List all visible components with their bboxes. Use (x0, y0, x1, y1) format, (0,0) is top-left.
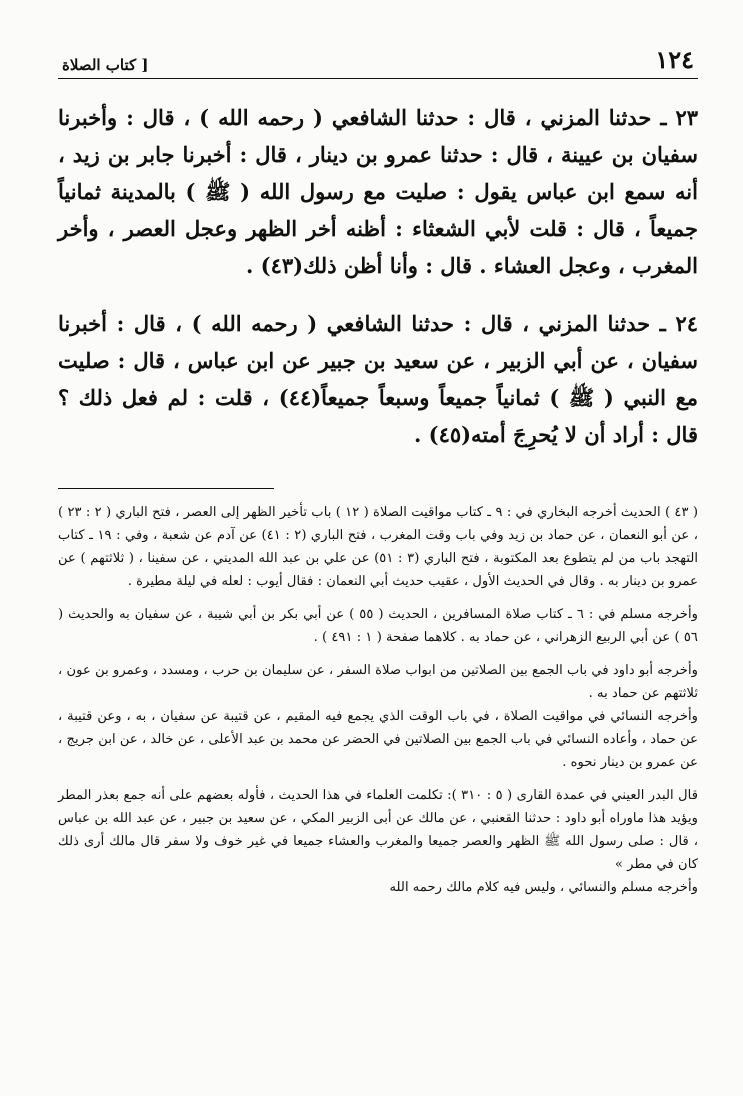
footnote-paragraph: قال البدر العيني في عمدة القارى ( ٥ : ٣١٠ ): تكلمت العلماء في هذا الحديث ، فأوله بعضهم على أنه جمع بعذر المطر ويؤيد هذا ماوراه أبو داود : حدثنا القعنبي ، عن مالك عن أبى الزبير المكي ، عن سعيد بن جبير ، عن عبد الله بن عباس ، قال : صلى رسول الله ﷺ الظهر والعصر جميعا والمغرب والعشاء جميعا في غير خوف ولا سفر قال مالك أرى ذلك كان في مطر » (58, 788, 698, 872)
running-head: [ كتاب الصلاة (62, 56, 149, 74)
page-header (58, 40, 698, 79)
footnote-paragraph: وأخرجه النسائي في مواقيت الصلاة ، في باب الوقت الذي يجمع فيه المقيم ، عن قتيبة عن سفيان ، به ، وعن قتيبة ، عن حماد ، وأعاده النسائي في باب الجمع بين الصلاتين في الحضر عن محمد بن عبد الأعلى ، عن خالد ، عن ابن جريج ، عن عمرو بن دينار نحوه . (58, 709, 698, 770)
footnote-paragraph: وأخرجه مسلم والنسائي ، وليس فيه كلام مالك رحمه الله (389, 880, 698, 895)
book-page (58, 40, 698, 909)
footnote-paragraph: وأخرجه مسلم في : ٦ ـ كتاب صلاة المسافرين ، الحديث ( ٥٥ ) عن أبي بكر بن أبي شيبة ، عن سفيان به والحديث ( ٥٦ ) عن أبي الربيع الزهراني ، عن حماد به . كلاهما صفحة ( ١ : ٤٩١ ) . (58, 607, 698, 645)
footnote-abudawud-nasai (58, 659, 698, 774)
footnote-paragraph: وأخرجه أبو داود في باب الجمع بين الصلاتين من ابواب صلاة السفر ، عن سليمان بن حرب ، ومسدد ، وعمرو بن عون ، ثلاثتهم عن حماد به . (58, 663, 698, 701)
footnote-paragraph: ( ٤٣ ) الحديث أخرجه البخاري في : ٩ ـ كتاب مواقيت الصلاة ( ١٢ ) باب تأخير الظهر إلى العصر ، فتح الباري ( ٢ : ٢٣ ) ، عن أبو النعمان ، عن حماد بن زيد وفي باب وقت المغرب ، فتح الباري (٢ : ٤١) عن آدم عن شعبة ، وفي : ١٩ ـ كتاب التهجد باب من لم يتطوع بعد المكتوبة ، فتح الباري (٣ : ٥١) عن علي بن عبد الله المديني ، عن سفينا ، ( ثلاثتهم ) عن عمرو بن دينار به . وقال في الحديث الأول ، عقيب حديث أبي النعمان : فقال أيوب : لعله في ليلة مطيرة . (58, 505, 699, 589)
footnote-muslim (58, 603, 698, 649)
footnote-separator (58, 488, 274, 489)
footnotes (58, 501, 698, 899)
footnote-separator-wrap (58, 474, 698, 489)
footnote-43 (58, 501, 698, 593)
page-number: ١٢٤ (655, 45, 694, 74)
hadith-24: ٢٤ ـ حدثنا المزني ، قال : حدثنا الشافعي ( رحمه الله ) ، قال : أخبرنا سفيان ، عن أبي الزبير ، عن سعيد بن جبير عن ابن عباس ، قال : صليت مع النبي ( ﷺ ) ثمانياً جميعاً وسبعاً جميعاً(٤٤) ، قلت : لم فعل ذلك ؟ قال : أراد أن لا يُحرِجَ أمته(٤٥) . (58, 311, 699, 447)
hadith-23: ٢٣ ـ حدثنا المزني ، قال : حدثنا الشافعي ( رحمه الله ) ، قال : وأخبرنا سفيان بن عيينة ، قال : حدثنا عمرو بن دينار ، قال : أخبرنا جابر بن زيد ، أنه سمع ابن عباس يقول : صليت مع رسول الله ( ﷺ ) بالمدينة ثمانياً جميعاً ، قال : قلت لأبي الشعثاء : أظنه أخر الظهر وعجل العصر ، وأخر المغرب ، وعجل العشاء . قال : وأنا أظن ذلك(٤٣) . (58, 105, 698, 278)
footnote-aini (58, 784, 698, 899)
